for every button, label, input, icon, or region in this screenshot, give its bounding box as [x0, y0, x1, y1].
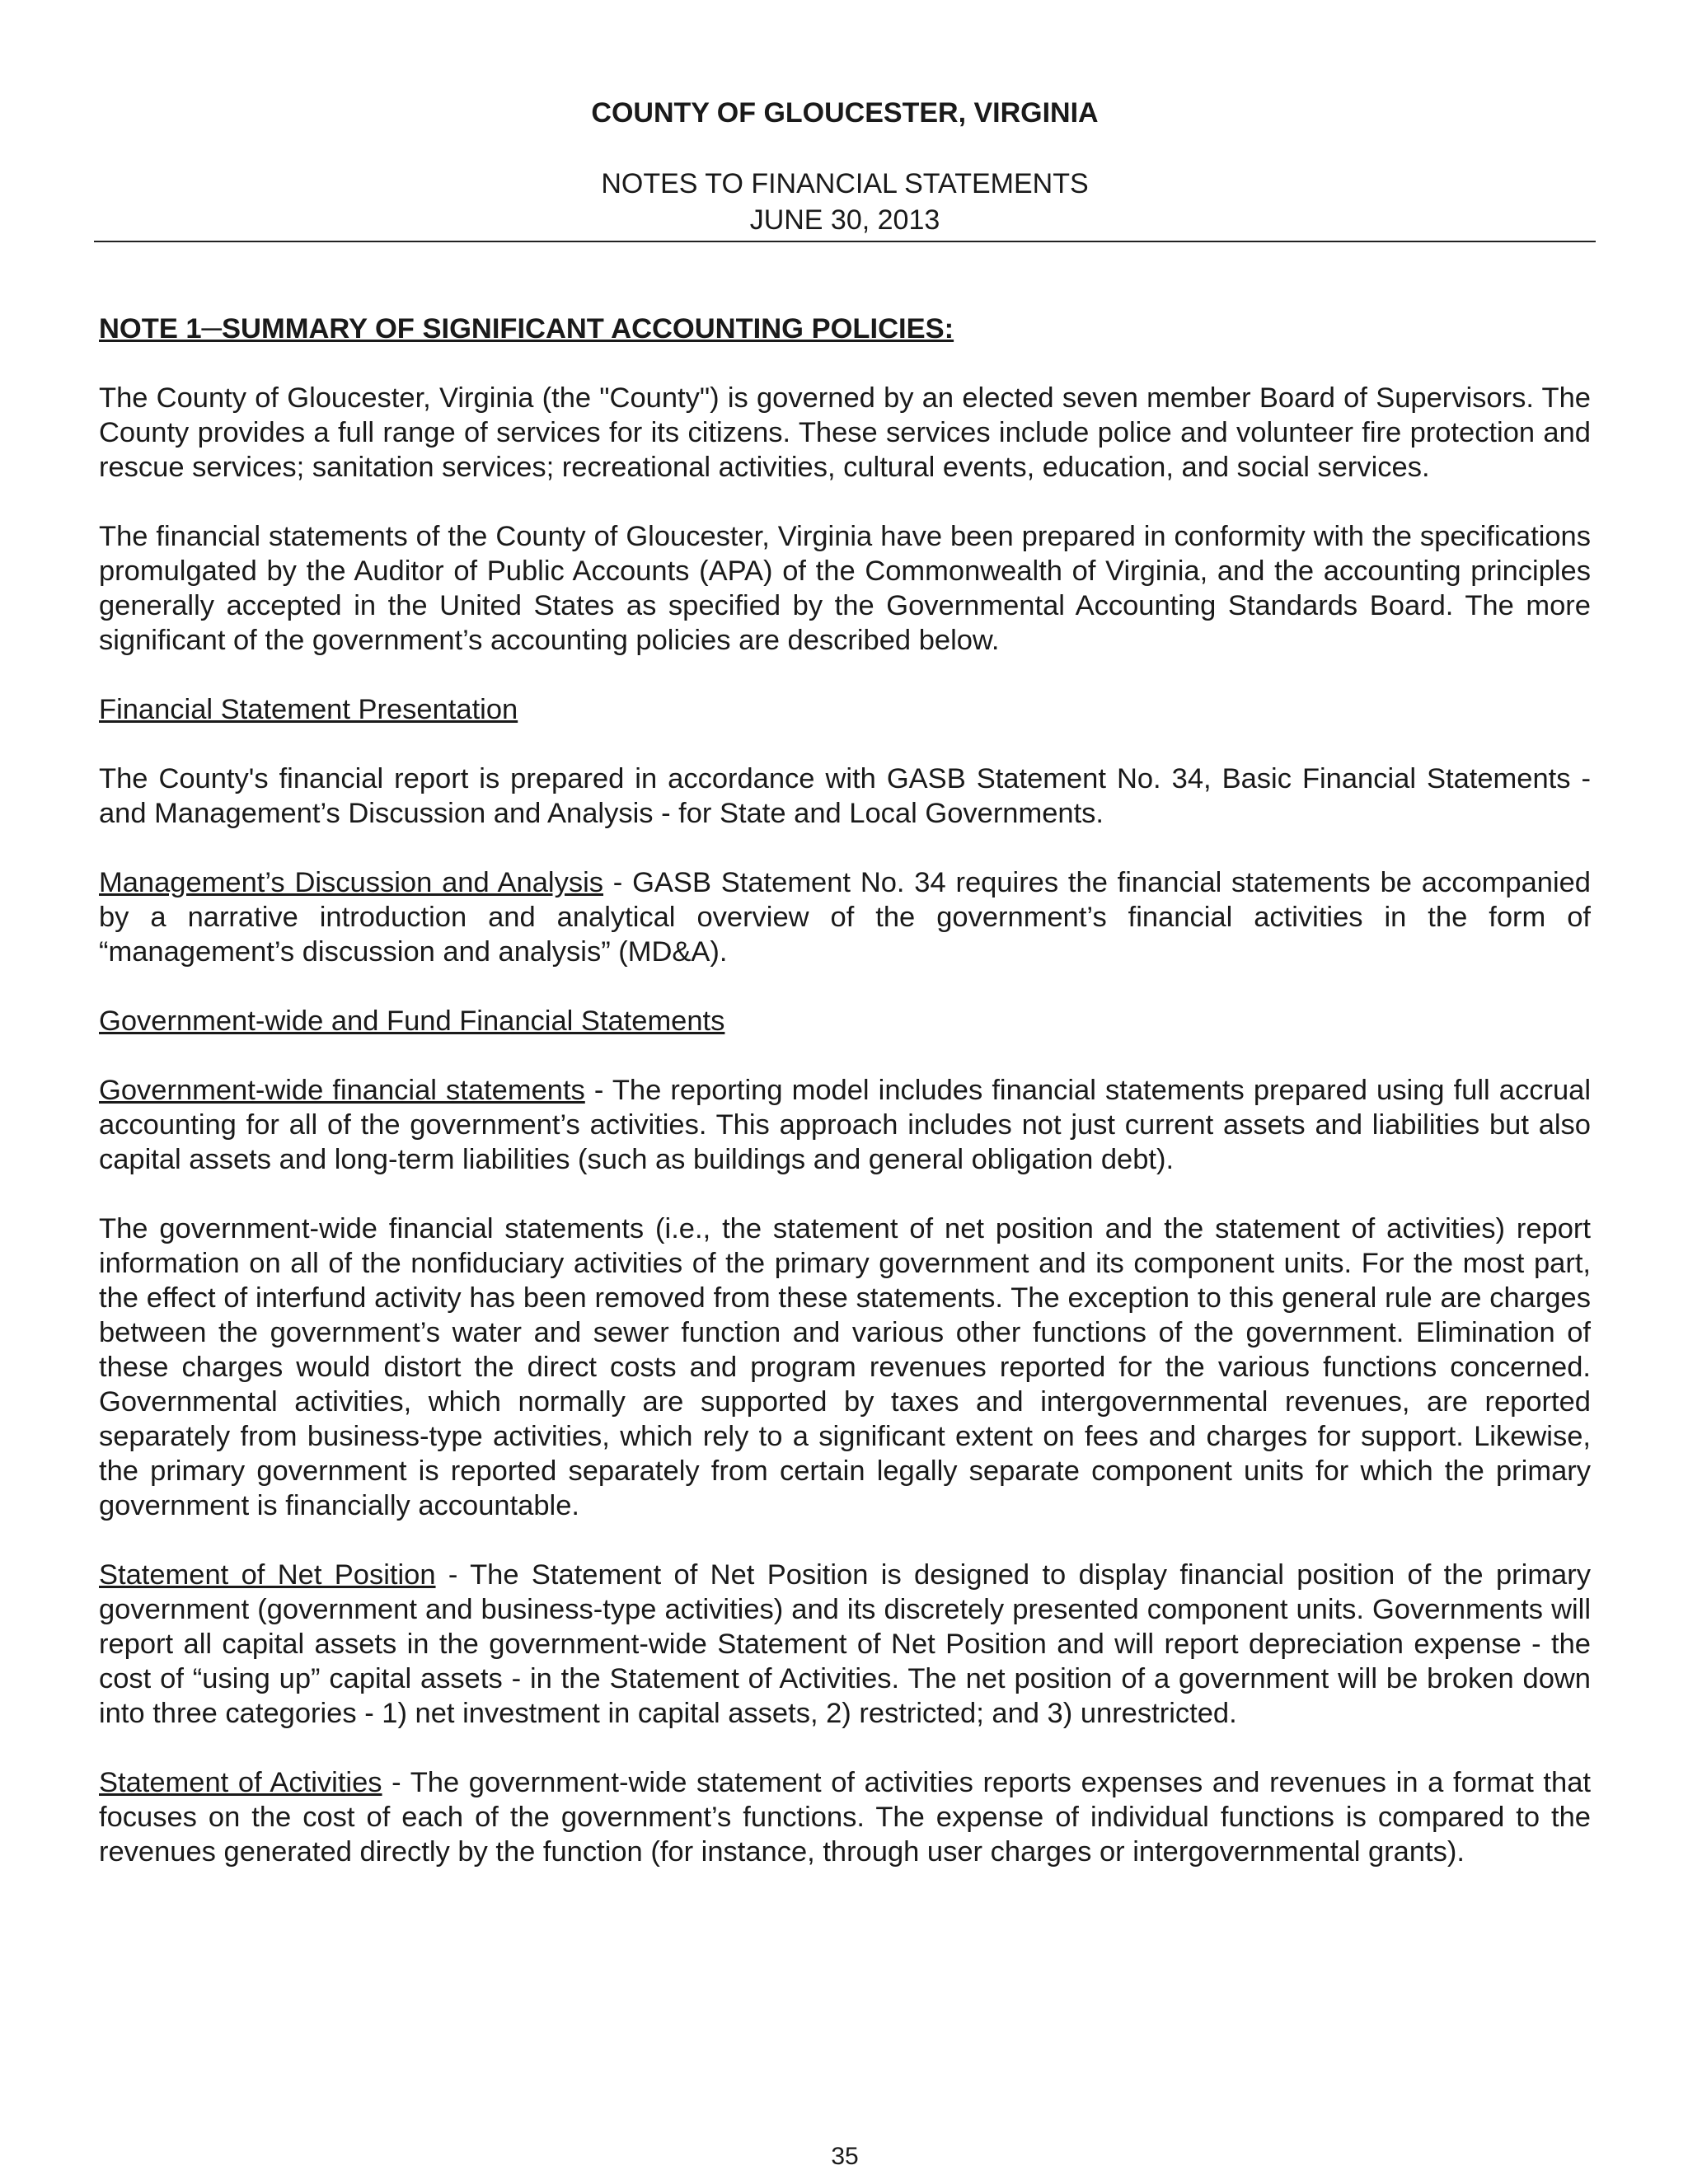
paragraph-gw-statements [99, 1073, 1591, 1177]
paragraph-activities [99, 1765, 1591, 1869]
document-body [99, 312, 1591, 1904]
term-gw-statements: Government-wide financial statements [99, 1075, 585, 1106]
paragraph-net-position [99, 1558, 1591, 1731]
document-page [99, 0, 1591, 2184]
document-date: JUNE 30, 2013 [749, 204, 940, 236]
note-title: NOTE 1─SUMMARY OF SIGNIFICANT ACCOUNTING POLICIES: [99, 313, 954, 344]
document-subtitle: NOTES TO FINANCIAL STATEMENTS [601, 168, 1089, 199]
term-mdna: Management’s Discussion and Analysis [99, 867, 603, 898]
heading-financial-statement-presentation: Financial Statement Presentation [99, 694, 518, 725]
paragraph-mdna-text: - GASB Statement No. 34 requires the financial statements be accompanied by a narrative introduction and analytical overview of the government’s financial activities in the form of “management’s discussion and analysis” (MD&A). [99, 867, 1591, 968]
paragraph-activities-text: - The government-wide statement of activities reports expenses and revenues in a format that focuses on the cost of each of the government’s functions. The expense of individual functions is compared to the revenues generated directly by the function (for instance, through user charges or intergovernmental grants). [99, 1767, 1591, 1868]
term-net-position: Statement of Net Position [99, 1559, 436, 1591]
paragraph-gw-statements-text: - The reporting model includes financial statements prepared using full accrual accounting for all of the government’s activities. This approach includes not just current assets and liabilities but also capital assets and long-term liabilities (such as buildings and general obligation debt). [99, 1075, 1591, 1175]
header-divider [94, 241, 1596, 242]
heading-government-wide-fund: Government-wide and Fund Financial Statements [99, 1005, 725, 1037]
paragraph-conformity: The financial statements of the County of Gloucester, Virginia have been prepared in conformity with the specifications promulgated by the Auditor of Public Accounts (APA) of the Commonwealth of Virginia, and the accounting principles generally accepted in the United States as specified by the Governmental Accounting Standards Board. The more significant of the government’s accounting policies are described below. [99, 521, 1591, 656]
term-activities: Statement of Activities [99, 1767, 382, 1798]
paragraph-governance: The County of Gloucester, Virginia (the "County") is governed by an elected seven member Board of Supervisors. The County provides a full range of services for its citizens. These services include police and volunteer fire protection and rescue services; sanitation services; recreational activities, cultural events, education, and social services. [99, 382, 1591, 483]
paragraph-net-position-text: - The Statement of Net Position is designed to display financial position of the primary government (government and business-type activities) and its discretely presented component units. Governments will report all capital assets in the government-wide Statement of Net Position and will report depreciation expense - the cost of “using up” capital assets - in the Statement of Activities. The net position of a government will be broken down into three categories - 1) net investment in capital assets, 2) restricted; and 3) unrestricted. [99, 1559, 1591, 1729]
county-title: COUNTY OF GLOUCESTER, VIRGINIA [591, 97, 1099, 129]
paragraph-gasb34: The County's financial report is prepared in accordance with GASB Statement No. 34, Basic Financial Statements - and Management’s Discussion and Analysis - for State and Local Governments. [99, 763, 1591, 829]
paragraph-gw-detail: The government-wide financial statements (i.e., the statement of net position and the statement of activities) report information on all of the nonfiduciary activities of the primary government and its component units. For the most part, the effect of interfund activity has been removed from these statements. The exception to this general rule are charges between the government’s water and sewer function and various other functions of the government. Elimination of these charges would distort the direct costs and program revenues reported for the various functions concerned. Governmental activities, which normally are supported by taxes and intergovernmental revenues, are reported separately from business-type activities, which rely to a significant extent on fees and charges for support. Likewise, the primary government is reported separately from certain legally separate component units for which the primary government is financially accountable. [99, 1213, 1591, 1521]
paragraph-mdna [99, 865, 1591, 969]
page-number: 35 [831, 2143, 859, 2170]
